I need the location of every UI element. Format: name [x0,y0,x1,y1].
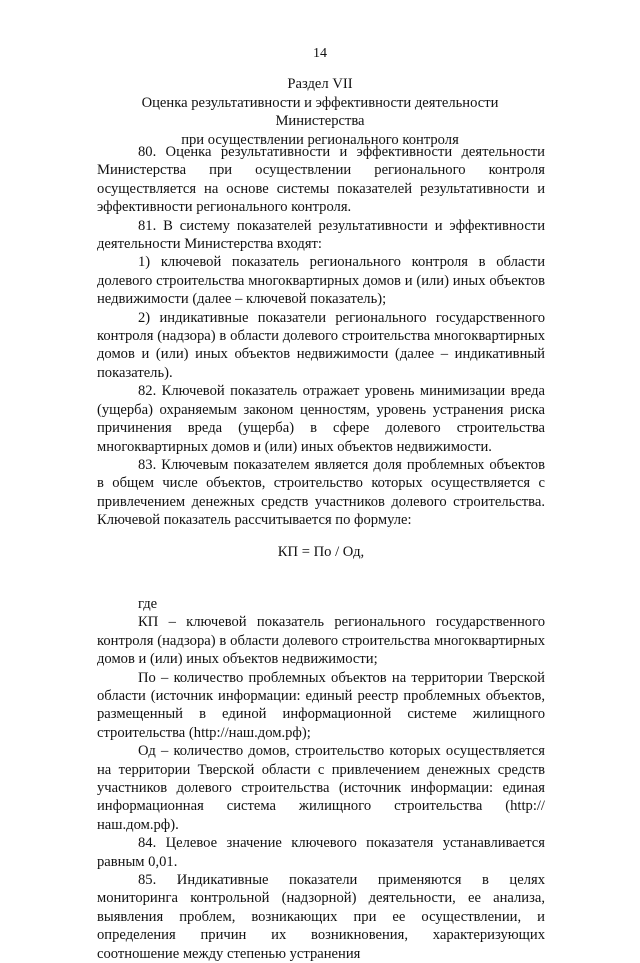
page-number: 14 [313,46,327,61]
definition-po: По – количество проблемных объектов на территории Тверской области (источник информации: единый реестр проблемных объектов, размещенный в единой информационной системе жилищного строительства (http://наш.дом.рф); [97,669,545,741]
paragraph-82: 82. Ключевой показатель отражает уровень минимизации вреда (ущерба) охраняемым законом ценностям, уровень устранения риска причинения вреда (ущерба) в сфере долевого строительства многоквартирных домов и (или) иных объектов недвижимости. [97,383,545,455]
paragraph-80: 80. Оценка результативности и эффективности деятельности Министерства при осуществлении регионального контроля осуществляется на основе системы показателей результативности и эффективности регионального контроля. [97,144,545,216]
definition-kp: КП – ключевой показатель регионального государственного контроля (надзора) в области долевого строительства многоквартирных домов и (или) иных объектов недвижимости; [97,614,545,668]
section-title: Раздел VII [287,76,353,92]
paragraph-84: 84. Целевое значение ключевого показателя устанавливается равным 0,01. [97,835,545,870]
formula: КП = По / Од, [277,543,365,560]
list-item-1: 1) ключевой показатель регионального контроля в области долевого строительства многоквартирных домов и (или) иных объектов недвижимости (далее – ключевой показатель); [97,254,545,308]
paragraph-81: 81. В систему показателей результативности и эффективности деятельности Министерства входят: [97,217,545,253]
section-subtitle-line-1: Оценка результативности и эффективности деятельности Министерства [141,94,499,130]
section-heading [100,75,540,149]
paragraph-83: 83. Ключевым показателем является доля проблемных объектов в общем числе объектов, строительство которых осуществляется с привлечением денежных средств участников долевого строительства. Ключевой показатель рассчитывается по формуле: [97,456,545,529]
definition-od: Од – количество домов, строительство которых осуществляется на территории Тверской области с привлечением денежных средств участников долевого строительства (источник информации: единая информационная система жилищного строительства (http://наш.дом.рф). [97,743,545,833]
section-subtitle-line-2: при осуществлении регионального контроля [181,131,459,148]
list-item-2: 2) индикативные показатели регионального государственного контроля (надзора) в области долевого строительства многоквартирных домов и (или) иных объектов недвижимости (далее – индикативный показатель). [97,309,545,381]
paragraph-85: 85. Индикативные показатели применяются в целях мониторинга контрольной (надзорной) деятельности, ее анализа, выявления проблем, возникающих при ее осуществлении, и определения причин их возникновения, характеризующих соотношение между степенью устранения [97,872,545,962]
document-body [97,143,545,963]
where-label: где [138,595,158,612]
